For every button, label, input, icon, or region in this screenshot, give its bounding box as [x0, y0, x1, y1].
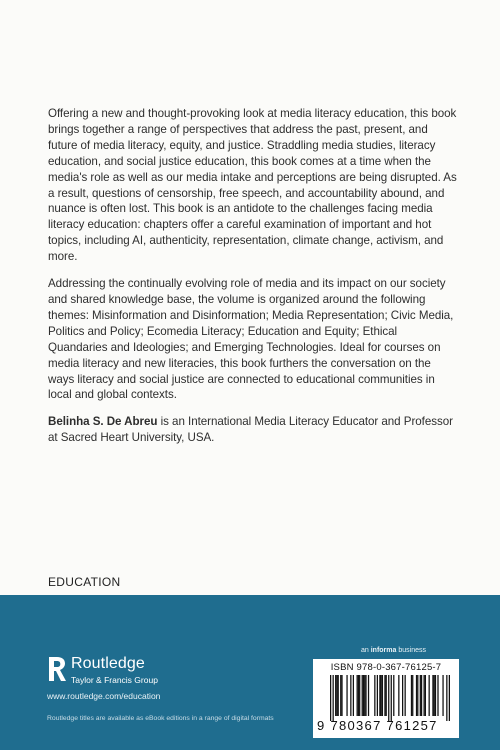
barcode-bar: [417, 675, 418, 716]
author-bio: [48, 414, 458, 446]
description-paragraph-2: Addressing the continually evolving role of media and its impact on our society and shared knowledge base, the volume is organized around the following themes: Misinformation and Disinformation; Media Representation; Civic Media, Politics and Policy; Ecomedia Literacy; Education and Equity; Ethical Quandaries and Ideologies; and Emerging Technologies. Ideal for courses on media literacy and new literacies, this book furthers the conversation on the ways literacy and social justice are connected to educational communities in local and global contexts.: [48, 277, 454, 402]
isbn-barcode: [313, 659, 459, 738]
barcode-bar: [388, 675, 389, 721]
barcode-bar: [338, 675, 339, 716]
barcode-bar: [368, 675, 369, 716]
barcode-bar: [333, 675, 334, 721]
barcode-bar: [434, 675, 435, 716]
barcode-bar: [346, 675, 347, 716]
barcode-bar: [425, 675, 426, 716]
informa-tagline: [361, 647, 426, 654]
barcode-bar: [382, 675, 383, 716]
author-bio-text: is an International Media Literacy Educator and Professor at Sacred Heart University, USA.: [48, 415, 453, 445]
barcode-bar: [393, 675, 394, 716]
barcode-bar: [377, 675, 378, 716]
barcode-bar: [405, 675, 406, 716]
ean-digits: 9 780367 761257: [317, 718, 438, 733]
barcode-bar: [350, 675, 351, 716]
barcode-bar: [402, 675, 403, 716]
barcode-bar: [341, 675, 342, 716]
barcode-bar: [357, 675, 358, 716]
barcode-bar: [335, 675, 336, 716]
isbn-label: ISBN 978-0-367-76125-7: [330, 662, 442, 673]
informa-brand: informa: [370, 647, 397, 654]
barcode-bar: [386, 675, 387, 716]
barcode-bar: [412, 675, 413, 716]
barcode-bar: [442, 675, 443, 716]
barcode-bar: [364, 675, 365, 716]
book-description: [48, 106, 458, 457]
informa-suffix: business: [396, 647, 426, 654]
barcode-bar: [429, 675, 430, 716]
barcode-bar: [437, 675, 438, 716]
barcode-bar: [391, 675, 392, 721]
barcode-bar: [336, 675, 337, 716]
barcode-bar: [365, 675, 366, 716]
subject-category: EDUCATION: [48, 575, 121, 589]
barcode-bar: [423, 675, 424, 716]
barcode-bar: [358, 675, 359, 716]
barcode-bar: [416, 675, 417, 716]
barcode-bar: [381, 675, 382, 716]
barcode-bar: [362, 675, 363, 716]
barcode-bars: [330, 675, 450, 721]
barcode-bar: [340, 675, 341, 716]
barcode-bar: [446, 675, 447, 721]
publisher-footer: [0, 595, 500, 750]
barcode-bar: [421, 675, 422, 716]
informa-prefix: an: [361, 647, 371, 654]
barcode-bar: [411, 675, 412, 716]
barcode-bar: [384, 675, 385, 716]
barcode-bar: [435, 675, 436, 716]
ebook-availability-note: Routledge titles are available as eBook editions in a range of digital formats: [47, 715, 274, 722]
description-paragraph-1: Offering a new and thought-provoking look at media literacy education, this book brings together a range of perspectives that address the past, present, and future of media literacy, equity, and justice. Straddling media studies, literacy education, and social justice education, this book comes at a time when the media's role as well as our media intake and perceptions are being disrupted. As a result, questions of censorship, free speech, and accountability abound, and nuance is often lost. This book is an antidote to the challenges facing media literacy education: chapters offer a careful examination of important and hot topics, including AI, authenticity, representation, climate change, activism, and more.: [48, 107, 457, 264]
barcode-bar: [374, 675, 375, 716]
author-name: Belinha S. De Abreu: [48, 415, 158, 429]
barcode-bar: [330, 675, 331, 721]
barcode-bar: [432, 675, 433, 716]
barcode-bar: [379, 675, 380, 716]
barcode-bar: [420, 675, 421, 716]
publisher-url: www.routledge.com/education: [47, 691, 161, 701]
barcode-bar: [398, 675, 399, 716]
routledge-r-logo-icon: [47, 656, 66, 682]
barcode-bar: [449, 675, 450, 721]
barcode-bar: [359, 675, 360, 716]
publisher-name: Routledge: [71, 655, 145, 672]
barcode-bar: [353, 675, 354, 716]
publisher-group: Taylor & Francis Group: [71, 675, 158, 685]
barcode-bar: [363, 675, 364, 716]
